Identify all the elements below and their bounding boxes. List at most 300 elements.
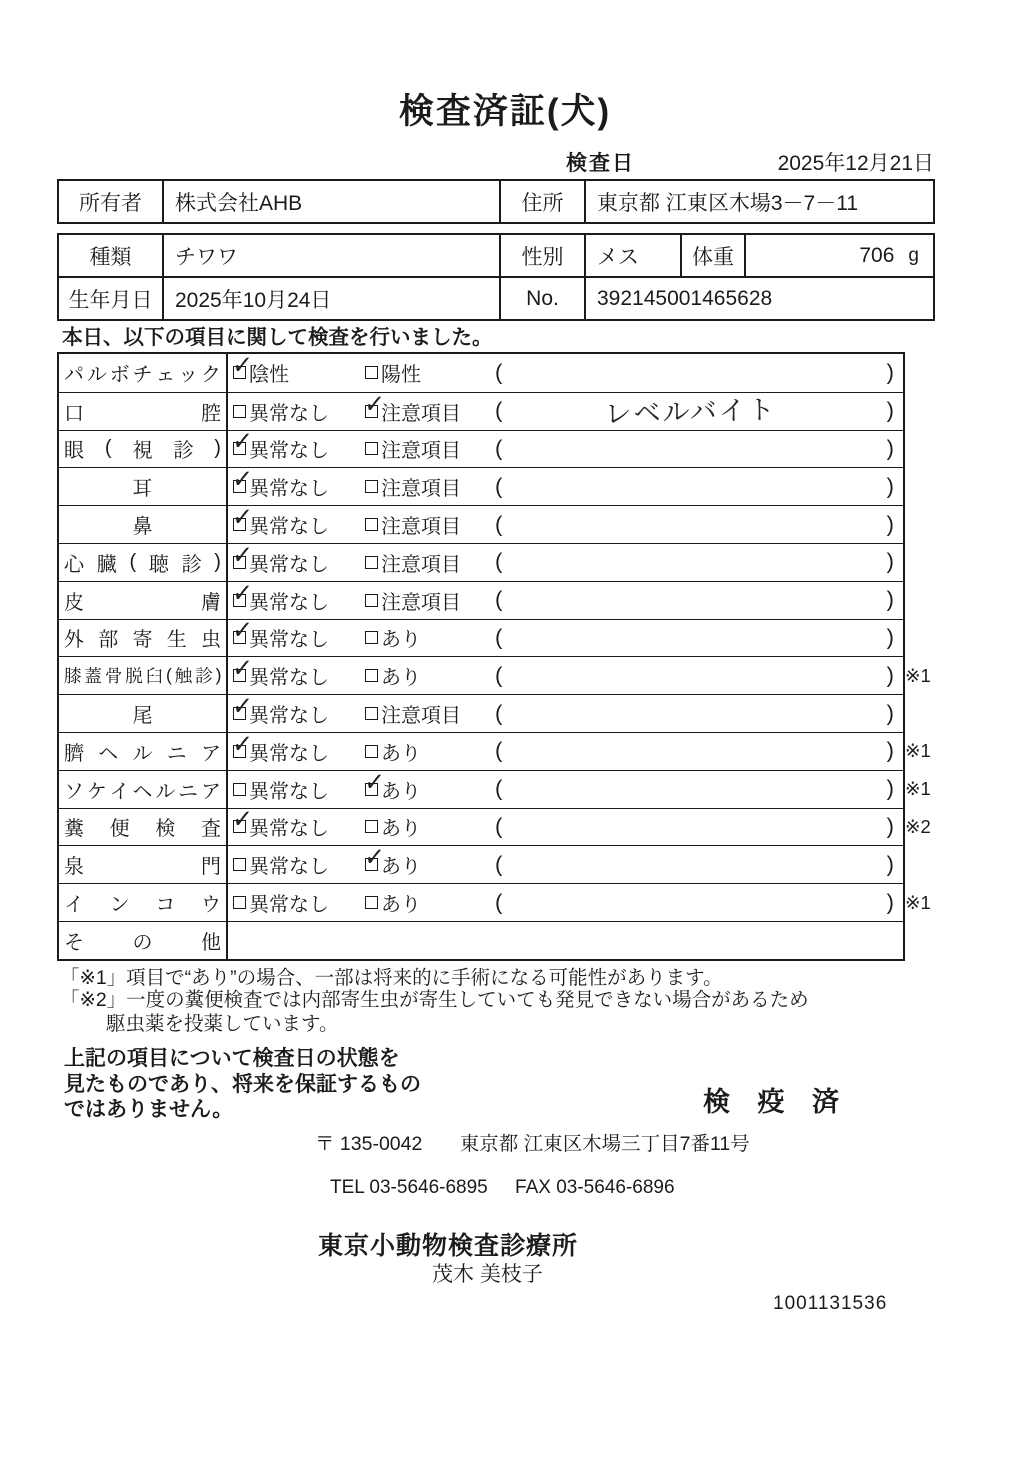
breed-value: チワワ xyxy=(162,235,499,276)
label-char: 触 xyxy=(174,666,192,687)
label-char: 膚 xyxy=(201,591,221,614)
option1-label: 異常なし xyxy=(249,667,329,690)
paren-open: ( xyxy=(495,435,503,461)
option2-group xyxy=(365,657,421,694)
checklist-item-label xyxy=(59,393,228,430)
label-char: 糞 xyxy=(64,818,84,841)
checklist-row-content xyxy=(228,425,903,468)
paren-close: ) xyxy=(886,889,894,915)
option1-group xyxy=(231,803,329,846)
option1-checkbox[interactable] xyxy=(231,501,254,534)
option2-group xyxy=(365,884,421,921)
paren-close: ) xyxy=(886,624,894,650)
paren-close: ) xyxy=(886,511,894,537)
handwritten-note: レベルバイト xyxy=(604,394,777,430)
label-char: ン xyxy=(109,894,130,917)
number-value: 392145001465628 xyxy=(584,278,933,319)
handwritten-checkmark: ✓ xyxy=(231,576,254,609)
option2-group xyxy=(365,582,461,619)
handwritten-checkmark: ✓ xyxy=(231,652,254,685)
paren-close: ) xyxy=(886,473,894,499)
option2-checkbox[interactable] xyxy=(363,841,386,874)
paren-open: ( xyxy=(495,662,503,688)
option1-checkbox[interactable] xyxy=(231,652,254,685)
option1-checkbox[interactable] xyxy=(231,690,254,722)
option2-label: 陽性 xyxy=(381,364,421,387)
contact-line xyxy=(330,1177,675,1199)
option2-checkbox[interactable] xyxy=(365,556,378,569)
handwritten-note xyxy=(518,822,863,831)
checklist-row-content xyxy=(228,922,903,959)
handwritten-note xyxy=(518,747,863,756)
paren-close: ) xyxy=(886,586,894,612)
checklist-row-content xyxy=(228,765,903,808)
option2-checkbox[interactable] xyxy=(363,387,386,420)
option2-label: あり xyxy=(381,742,421,765)
checklist-row xyxy=(59,538,903,581)
label-char: 部 xyxy=(98,629,119,652)
handwritten-checkmark: ✓ xyxy=(231,349,254,382)
animal-info-table xyxy=(57,233,935,321)
option1-label: 異常なし xyxy=(249,818,329,841)
checklist-item-label xyxy=(59,544,228,581)
option1-group xyxy=(233,771,329,808)
option2-label: あり xyxy=(381,667,421,690)
option2-checkbox[interactable] xyxy=(365,745,378,758)
number-label: No. xyxy=(499,278,584,319)
option1-checkbox[interactable] xyxy=(231,614,254,647)
label-char: ニ xyxy=(178,780,199,803)
handwritten-checkmark: ✓ xyxy=(231,727,254,760)
paren-close: ) xyxy=(886,813,894,839)
disclaimer-statement xyxy=(64,1046,421,1123)
option1-group xyxy=(233,393,329,430)
option1-label: 異常なし xyxy=(249,856,329,879)
label-char: ア xyxy=(201,742,221,765)
label-char: ッ xyxy=(178,364,199,387)
postal-code: 〒 135-0042 xyxy=(315,1133,423,1155)
label-char: 外 xyxy=(64,629,84,652)
handwritten-checkmark: ✓ xyxy=(231,538,254,571)
reference-mark: ※1 xyxy=(905,891,931,913)
option2-group xyxy=(365,468,461,505)
handwritten-note xyxy=(518,633,863,642)
birthdate-row xyxy=(59,276,933,319)
reference-mark: ※1 xyxy=(905,664,931,686)
option1-label: 異常なし xyxy=(249,478,329,501)
option1-label: 異常なし xyxy=(249,591,329,614)
option2-group xyxy=(365,809,421,846)
option2-label: あり xyxy=(381,894,421,917)
label-char: 臍 xyxy=(64,742,84,765)
label-char: 口 xyxy=(64,402,84,425)
disclaimer-line1: 上記の項目について検査日の状態を xyxy=(64,1047,400,1070)
option1-checkbox[interactable] xyxy=(231,727,254,760)
option2-label: あり xyxy=(381,780,421,803)
handwritten-checkmark: ✓ xyxy=(231,803,254,836)
checklist-row xyxy=(59,803,931,846)
owner-row xyxy=(59,181,933,222)
option1-label: 異常なし xyxy=(249,402,329,425)
option1-label: 異常なし xyxy=(249,742,329,765)
label-char: 耳 xyxy=(132,478,153,501)
label-char: 虫 xyxy=(201,629,221,652)
option1-checkbox[interactable] xyxy=(231,538,254,571)
option1-group xyxy=(231,425,329,468)
label-char: 膝 xyxy=(64,666,81,687)
checklist-item-label xyxy=(59,431,228,468)
checklist-item-label xyxy=(59,771,228,808)
label-char: 尾 xyxy=(132,705,153,728)
label-char: ウ xyxy=(200,894,221,917)
label-char: パ xyxy=(64,364,84,387)
label-char: ル xyxy=(86,364,107,387)
checklist-item-label xyxy=(59,468,228,505)
paren-open: ( xyxy=(495,359,503,385)
option2-group xyxy=(363,387,461,430)
option2-checkbox[interactable] xyxy=(365,594,378,607)
checklist-row-content xyxy=(228,501,903,543)
tel-number: TEL 03-5646-6895 xyxy=(330,1177,488,1198)
label-char: 臼 xyxy=(145,666,163,687)
birthdate-value: 2025年10月24日 xyxy=(162,278,499,319)
option2-label: あり xyxy=(381,856,421,879)
handwritten-note xyxy=(518,520,863,529)
handwritten-checkmark: ✓ xyxy=(231,690,254,722)
label-char: 皮 xyxy=(64,591,84,614)
checklist-row xyxy=(59,387,903,430)
option2-label: 注意項目 xyxy=(381,402,461,425)
weight-label: 体重 xyxy=(680,235,744,276)
checklist-row-content xyxy=(228,463,903,505)
label-char: 診 xyxy=(181,553,202,576)
option2-checkbox[interactable] xyxy=(365,896,378,909)
option1-group xyxy=(233,846,329,883)
checklist-row-content xyxy=(228,576,903,619)
checklist-item-label xyxy=(59,922,228,959)
option1-label: 異常なし xyxy=(249,894,329,917)
paren-open: ( xyxy=(495,700,503,726)
handwritten-note xyxy=(518,482,863,491)
handwritten-note xyxy=(518,558,863,567)
paren-open: ( xyxy=(495,813,503,839)
option2-group xyxy=(365,695,461,732)
label-char: ク xyxy=(200,364,221,387)
label-char: ) xyxy=(215,665,221,686)
handwritten-note xyxy=(518,368,863,377)
office-address-line xyxy=(315,1128,750,1156)
checklist-row xyxy=(59,576,903,619)
weight-unit: g xyxy=(908,244,919,266)
paren-close: ) xyxy=(886,662,894,688)
label-char: ( xyxy=(129,550,137,573)
option2-checkbox[interactable] xyxy=(365,707,378,720)
option1-group xyxy=(231,690,329,732)
address-label: 住所 xyxy=(499,181,584,222)
option2-group xyxy=(365,544,461,581)
option1-group xyxy=(231,652,329,694)
option2-group xyxy=(365,620,421,657)
checklist-row-content xyxy=(228,803,903,846)
checklist-row xyxy=(59,921,903,959)
paren-close: ) xyxy=(886,700,894,726)
reference-mark: ※1 xyxy=(905,778,931,800)
office-address: 東京都 江東区木場三丁目7番11号 xyxy=(459,1133,750,1155)
handwritten-note xyxy=(518,596,863,605)
option2-label: 注意項目 xyxy=(381,553,461,576)
owner-info-table xyxy=(57,179,935,224)
option1-group xyxy=(233,884,329,921)
option2-label: 注意項目 xyxy=(381,516,461,539)
handwritten-checkmark: ✓ xyxy=(363,765,386,798)
option1-group xyxy=(231,501,329,543)
label-char: 他 xyxy=(201,931,221,954)
option1-group xyxy=(231,538,329,581)
option1-checkbox[interactable] xyxy=(231,576,254,609)
label-char: 泉 xyxy=(64,856,84,879)
checklist-row xyxy=(59,463,903,505)
option2-checkbox[interactable] xyxy=(365,820,378,833)
examiner-name: 茂木 美枝子 xyxy=(432,1263,543,1286)
label-char: ヘ xyxy=(98,742,119,765)
label-char: イ xyxy=(64,894,84,917)
sex-label: 性別 xyxy=(499,235,584,276)
checklist-item-label xyxy=(59,582,228,619)
label-char: 検 xyxy=(155,818,176,841)
option1-label: 異常なし xyxy=(249,705,329,728)
option2-group xyxy=(365,733,421,770)
checklist-row xyxy=(59,425,903,468)
handwritten-checkmark: ✓ xyxy=(231,463,254,496)
option1-group xyxy=(231,614,329,657)
inspection-date-value: 2025年12月21日 xyxy=(777,152,934,175)
option1-group xyxy=(231,349,289,392)
label-char: 門 xyxy=(201,856,221,879)
label-char: 骨 xyxy=(104,666,122,687)
paren-open: ( xyxy=(495,889,503,915)
option1-group xyxy=(231,727,329,770)
label-char: 査 xyxy=(200,818,221,841)
checklist-row xyxy=(59,841,903,883)
label-char: ア xyxy=(200,780,221,803)
option2-group xyxy=(365,506,461,543)
handwritten-checkmark: ✓ xyxy=(231,425,254,458)
checklist-item-label xyxy=(59,695,228,732)
weight-cell xyxy=(744,235,933,276)
option2-label: 注意項目 xyxy=(381,440,461,463)
label-char: 脱 xyxy=(125,666,143,687)
handwritten-checkmark: ✓ xyxy=(363,841,386,874)
label-char: ) xyxy=(214,437,221,460)
checklist-row-content xyxy=(228,841,903,883)
label-char: 診 xyxy=(195,666,213,687)
checklist-item-label xyxy=(59,884,228,921)
paren-open: ( xyxy=(495,737,503,763)
option2-checkbox[interactable] xyxy=(365,669,378,682)
footnote-1: 「※1」項目で“あり”の場合、一部は将来的に手術になる可能性があります。 xyxy=(60,967,723,989)
option2-group xyxy=(365,354,421,392)
paren-open: ( xyxy=(495,548,503,574)
paren-open: ( xyxy=(495,775,503,801)
label-char: 寄 xyxy=(132,629,153,652)
option1-label: 陰性 xyxy=(249,364,289,387)
owner-label: 所有者 xyxy=(79,191,142,215)
checklist-row xyxy=(59,883,931,921)
label-char: 鼻 xyxy=(132,516,153,539)
checklist-row xyxy=(59,614,903,657)
option1-checkbox[interactable] xyxy=(231,463,254,496)
handwritten-note xyxy=(518,444,863,453)
checklist-item-label xyxy=(59,506,228,543)
checklist-row-content xyxy=(228,884,903,921)
clinic-name: 東京小動物検査診療所 xyxy=(318,1232,579,1260)
option2-checkbox[interactable] xyxy=(365,518,378,531)
option1-checkbox[interactable] xyxy=(233,858,246,871)
checklist-row xyxy=(59,690,903,732)
option1-checkbox[interactable] xyxy=(231,349,254,382)
label-char: ソ xyxy=(64,780,84,803)
checklist-item-label xyxy=(59,846,228,883)
label-char: 聴 xyxy=(148,553,169,576)
disclaimer-line3: ではありません。 xyxy=(64,1098,234,1121)
option2-label: あり xyxy=(381,629,421,652)
handwritten-checkmark: ✓ xyxy=(231,614,254,647)
checklist-row xyxy=(59,765,931,808)
checklist-item-label xyxy=(59,809,228,846)
label-char: イ xyxy=(109,780,130,803)
reference-mark: ※1 xyxy=(905,740,931,762)
checklist-table xyxy=(57,349,931,961)
option2-label: 注意項目 xyxy=(381,591,461,614)
serial-number: 1001131536 xyxy=(773,1293,888,1314)
checklist-row xyxy=(59,652,931,694)
option1-checkbox[interactable] xyxy=(233,405,246,418)
paren-close: ) xyxy=(886,851,894,877)
option2-checkbox[interactable] xyxy=(365,631,378,644)
label-char: 心 xyxy=(64,553,84,576)
option2-checkbox[interactable] xyxy=(365,480,378,493)
footnote-2-line1: 「※2」一度の糞便検査では内部寄生虫が寄生していても発見できない場合があるため xyxy=(60,989,809,1011)
option1-group xyxy=(231,463,329,505)
checklist-item-label xyxy=(59,733,228,770)
weight-value: 706 xyxy=(859,243,895,267)
option2-label: 注意項目 xyxy=(381,478,461,501)
checklist-row-content xyxy=(228,538,903,581)
option2-group xyxy=(363,765,421,808)
paren-close: ) xyxy=(886,359,894,385)
footnote-2-line2: 駆虫薬を投薬しています。 xyxy=(106,1013,339,1035)
option2-label: 注意項目 xyxy=(381,705,461,728)
label-char: 蓋 xyxy=(84,666,102,687)
paren-open: ( xyxy=(495,511,503,537)
handwritten-checkmark: ✓ xyxy=(363,387,386,420)
label-char: 生 xyxy=(166,629,187,652)
label-char: ヘ xyxy=(132,780,153,803)
checklist-item-label xyxy=(59,657,228,694)
label-char: ケ xyxy=(86,780,107,803)
label-char: ( xyxy=(166,665,172,686)
handwritten-note xyxy=(518,860,863,869)
paren-close: ) xyxy=(886,397,894,423)
checklist-row-content xyxy=(228,652,903,694)
option2-checkbox[interactable] xyxy=(365,366,378,379)
label-char: ェ xyxy=(155,364,176,387)
address-value: 東京都 江東区木場3－7－11 xyxy=(584,181,933,222)
label-char: 腔 xyxy=(201,402,221,425)
option1-label: 異常なし xyxy=(249,553,329,576)
quarantine-stamp: 検 疫 済 xyxy=(703,1087,850,1117)
paren-open: ( xyxy=(495,397,503,423)
option2-checkbox[interactable] xyxy=(363,765,386,798)
option1-checkbox[interactable] xyxy=(233,783,246,796)
inspection-date-label: 検査日 xyxy=(566,152,635,175)
option1-label: 異常なし xyxy=(249,516,329,539)
label-char: そ xyxy=(64,931,84,954)
paren-open: ( xyxy=(495,473,503,499)
page-title: 検査済証(犬) xyxy=(398,92,612,131)
label-char: 臓 xyxy=(96,553,117,576)
label-char: ( xyxy=(104,437,112,460)
checklist-row-content xyxy=(228,387,903,430)
option1-checkbox[interactable] xyxy=(231,425,254,458)
label-char: ニ xyxy=(166,742,187,765)
paren-close: ) xyxy=(886,775,894,801)
reference-mark: ※2 xyxy=(905,815,931,837)
label-char: 便 xyxy=(109,818,130,841)
sex-value: メス xyxy=(584,235,680,276)
option2-group xyxy=(365,431,461,468)
label-char: チ xyxy=(132,364,153,387)
footnote-2 xyxy=(60,988,809,1036)
option1-label: 異常なし xyxy=(249,629,329,652)
birthdate-label: 生年月日 xyxy=(68,288,153,312)
handwritten-note xyxy=(518,898,863,907)
option1-label: 異常なし xyxy=(249,780,329,803)
label-char: 眼 xyxy=(64,440,84,463)
checklist-item-label xyxy=(59,354,228,392)
handwritten-note xyxy=(518,785,863,794)
option1-checkbox[interactable] xyxy=(233,896,246,909)
paren-close: ) xyxy=(886,737,894,763)
breed-row xyxy=(59,235,933,276)
label-char: ) xyxy=(214,550,221,573)
checklist-row xyxy=(59,727,931,770)
option2-group xyxy=(363,841,421,883)
handwritten-checkmark: ✓ xyxy=(231,501,254,534)
option1-label: 異常なし xyxy=(249,440,329,463)
option1-group xyxy=(231,576,329,619)
label-char: ル xyxy=(132,742,153,765)
paren-open: ( xyxy=(495,586,503,612)
checklist-row-content xyxy=(228,690,903,732)
intro-statement: 本日、以下の項目に関して検査を行いました。 xyxy=(62,326,493,349)
paren-open: ( xyxy=(495,624,503,650)
label-char: ボ xyxy=(109,364,130,387)
option1-checkbox[interactable] xyxy=(231,803,254,836)
label-char: 診 xyxy=(173,440,194,463)
label-char: コ xyxy=(155,894,176,917)
option2-checkbox[interactable] xyxy=(365,442,378,455)
checklist-row-content xyxy=(228,614,903,657)
paren-close: ) xyxy=(886,435,894,461)
handwritten-note xyxy=(518,671,863,680)
checklist-item-label xyxy=(59,620,228,657)
label-char: ル xyxy=(155,780,176,803)
owner-value: 株式会社AHB xyxy=(162,181,499,222)
handwritten-note xyxy=(518,709,863,718)
fax-number: FAX 03-5646-6896 xyxy=(515,1177,675,1198)
label-char: 視 xyxy=(132,440,153,463)
